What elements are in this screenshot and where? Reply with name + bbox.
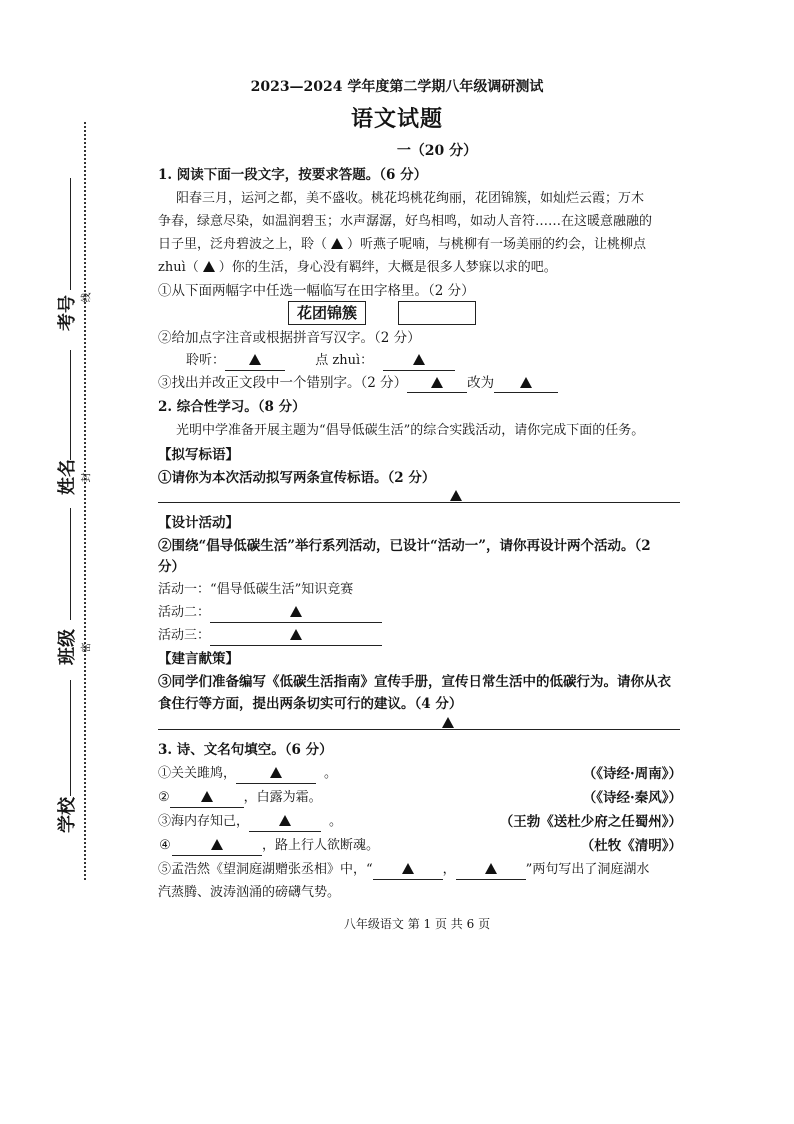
poem-line-1	[158, 765, 682, 785]
q2-sec1-heading: 【拟写标语】	[158, 447, 239, 463]
q2-sec3-heading: 【建言献策】	[158, 651, 239, 667]
answer-blank[interactable]	[407, 374, 467, 393]
q1-sub1: ①从下面两幅字中任选一幅临写在田字格里。（2 分）	[158, 283, 475, 299]
poem-text: ，白露为霜。	[243, 790, 322, 805]
poem-blank[interactable]	[236, 765, 316, 784]
answer-blank[interactable]	[383, 352, 455, 371]
blank-marker-icon	[249, 354, 261, 365]
poem-source-3: （王勃《送杜少府之任蜀州》）	[499, 814, 682, 830]
seal-char-seal: 封	[81, 472, 93, 483]
school-label: 学校	[57, 797, 78, 833]
class-field[interactable]	[70, 508, 71, 620]
q1-passage-line-1: 阳春三月，运河之都，美不盛收。桃花坞桃花绚丽，花团锦簇，如灿烂云霞；万木	[176, 191, 645, 206]
page-footer: 八年级语文 第 1 页 共 6 页	[343, 917, 491, 931]
blank-marker-icon	[331, 238, 343, 249]
blank-marker-icon	[413, 354, 425, 365]
exam-title: 2023—2024 学年度第二学期八年级调研测试	[250, 79, 544, 95]
q2-sec3-question-line-1: ③同学们准备编写《低碳生活指南》宣传手册，宣传日常生活中的低碳行为。请你从衣	[158, 674, 671, 690]
poem-text: ，	[442, 862, 456, 877]
activity-3-label: 活动三：	[158, 628, 211, 643]
blank-marker-icon	[211, 839, 223, 850]
name-field[interactable]	[70, 350, 71, 460]
blank-marker-icon	[290, 629, 302, 640]
blank-marker-icon	[485, 863, 497, 874]
q1-passage-line-3	[158, 236, 646, 254]
q2-sec3-question-line-2: 食住行等方面，提出两条切实可行的建议。（4 分）	[158, 696, 463, 712]
exam-no-label: 考号	[57, 295, 78, 331]
calligraphy-sample: 花团锦簇	[288, 301, 366, 325]
q2-sec2-question-line-2: 分）	[158, 559, 185, 575]
seal-char-dense: 密	[81, 642, 93, 653]
passage-text: ）听燕子呢喃，与桃柳有一场美丽的约会，让桃柳点	[347, 237, 647, 252]
poem-line-5	[158, 861, 649, 880]
poem-text: 。	[329, 814, 343, 829]
calligraphy-grid-box[interactable]	[398, 301, 476, 325]
slogan-answer-line[interactable]	[158, 502, 680, 503]
q1-sub2: ②给加点字注音或根据拼音写汉字。（2 分）	[158, 330, 421, 346]
sub2-b-label: 点 zhuì：	[315, 353, 374, 368]
poem-text: ②	[158, 790, 170, 805]
passage-text: ）你的生活，身心没有羁绊，大概是很多人梦寐以求的吧。	[218, 260, 557, 275]
seal-dotted-line	[84, 122, 86, 880]
sub3-text: 改为	[467, 375, 495, 391]
blank-marker-icon	[270, 767, 282, 778]
poem-line-4	[158, 837, 682, 857]
poem-line-2	[158, 789, 682, 809]
q1-passage-line-4	[158, 259, 557, 277]
poem-text: ”两句写出了洞庭湖水	[525, 862, 650, 877]
item-number-4: ④	[159, 838, 171, 853]
poem-blank[interactable]	[249, 813, 321, 832]
q3-title: 3. 诗、文名句填空。（6 分）	[158, 742, 333, 758]
blank-marker-icon	[290, 606, 302, 617]
poem-line-5-cont: 汽蒸腾、波涛汹涌的磅礴气势。	[158, 885, 341, 900]
blank-marker-icon	[442, 717, 454, 728]
sub3-text: ③找出并改正文段中一个错别字。（2 分）	[158, 375, 408, 391]
class-label: 班级	[57, 629, 78, 665]
poem-text: ①关关雎鸠，	[158, 766, 237, 781]
seal-char-line: 线	[81, 292, 93, 303]
q2-sec1-question: ①请你为本次活动拟写两条宣传标语。（2 分）	[158, 470, 436, 486]
activity-2-label: 活动二：	[158, 605, 211, 620]
activity-2-blank[interactable]	[210, 604, 382, 623]
q2-title: 2. 综合性学习。（8 分）	[158, 399, 306, 415]
blank-marker-icon	[520, 377, 532, 388]
poem-source-4: （杜牧《清明》）	[580, 838, 682, 854]
exam-no-field[interactable]	[70, 178, 71, 290]
q2-sec2-heading: 【设计活动】	[158, 515, 239, 531]
activity-3	[158, 627, 382, 646]
suggestion-answer-line[interactable]	[158, 729, 680, 730]
subject-title: 语文试题	[350, 106, 443, 132]
poem-line-3	[158, 813, 682, 833]
activity-2	[158, 604, 382, 623]
blank-marker-icon	[402, 863, 414, 874]
poem-text: ⑤孟浩然《望洞庭湖赠张丞相》中，“	[158, 862, 373, 877]
poem-blank[interactable]	[456, 861, 526, 880]
poem-source-1: （《诗经·周南》）	[582, 766, 682, 782]
activity-3-blank[interactable]	[210, 627, 382, 646]
q1-sub3	[158, 374, 558, 393]
section-title: 一（20 分）	[396, 143, 478, 159]
poem-text: 。	[324, 766, 338, 781]
blank-marker-icon	[279, 815, 291, 826]
name-label: 姓名	[57, 459, 78, 495]
q1-passage-line-2: 争春，绿意尽染，如温润碧玉；水声潺潺，好鸟相鸣，如动人音符……在这暖意融融的	[158, 214, 653, 229]
passage-text: zhuì（	[158, 260, 199, 275]
poem-blank[interactable]	[172, 837, 262, 856]
school-field[interactable]	[70, 680, 71, 796]
blank-marker-icon	[203, 261, 215, 272]
poem-source-2: （《诗经·秦风》）	[582, 790, 682, 806]
sub2-a-label: 聆听：	[186, 353, 226, 368]
q2-sec2-question-line-1: ②围绕“倡导低碳生活”举行系列活动，已设计“活动一”，请你再设计两个活动。（2	[158, 538, 651, 554]
answer-blank[interactable]	[494, 374, 558, 393]
poem-text: ，路上行人欲断魂。	[262, 838, 380, 853]
blank-marker-icon	[450, 490, 462, 501]
poem-blank[interactable]	[170, 789, 244, 808]
q2-intro: 光明中学准备开展主题为“倡导低碳生活”的综合实践活动，请你完成下面的任务。	[176, 423, 645, 438]
q1-sub2-answers	[186, 352, 455, 371]
activity-1: 活动一：“倡导低碳生活”知识竞赛	[158, 582, 354, 597]
blank-marker-icon	[431, 377, 443, 388]
poem-blank[interactable]	[373, 861, 443, 880]
poem-text: ③海内存知己，	[158, 814, 250, 829]
q1-title: 1. 阅读下面一段文字，按要求答题。（6 分）	[158, 167, 428, 183]
passage-text: 日子里，泛舟碧波之上，聆（	[158, 237, 328, 252]
answer-blank[interactable]	[225, 352, 285, 371]
blank-marker-icon	[201, 791, 213, 802]
